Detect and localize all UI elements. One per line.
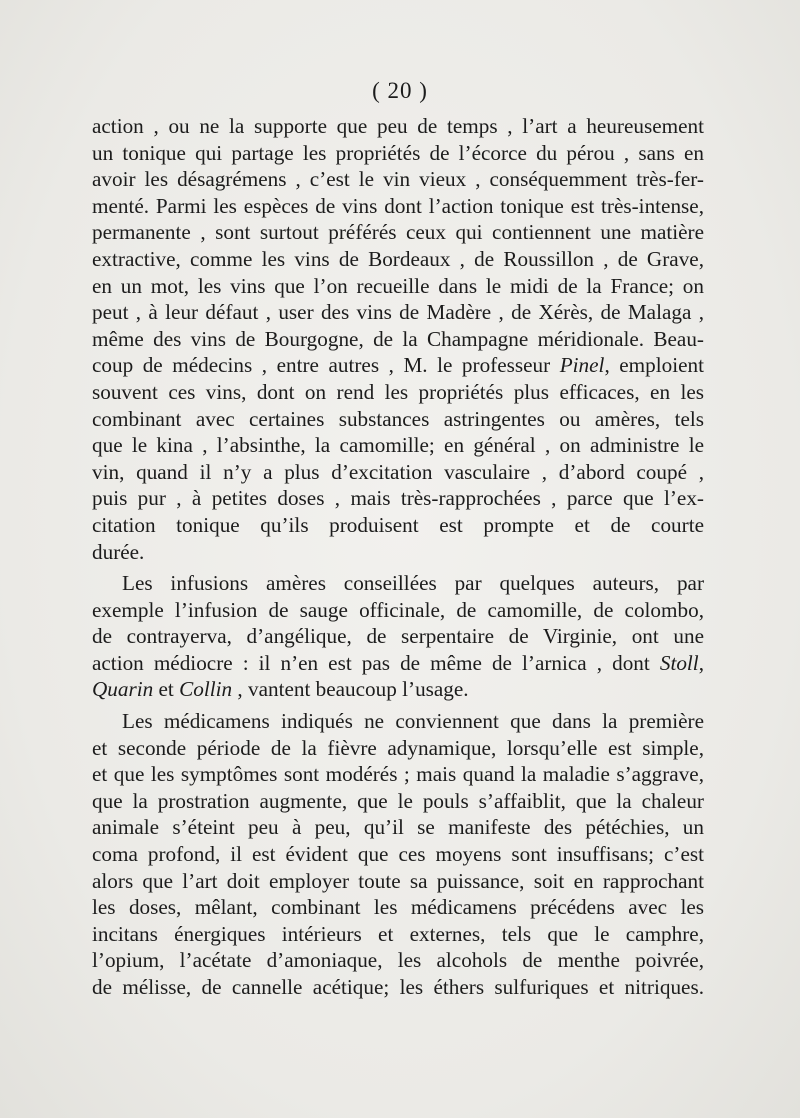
text-line: coma profond, il est évident que ces moyens sont insuffisans; c’est xyxy=(92,842,704,867)
text-line: alors que l’art doit employer toute sa puissance, soit en rapprochant xyxy=(92,868,704,893)
text-line: vin, quand il n’y a plus d’excitation vasculaire , d’abord coupé , xyxy=(92,459,704,484)
text-line: combinant avec certaines substances astringentes ou amères, tels xyxy=(92,406,704,431)
text-line: peut , à leur défaut , user des vins de Madère , de Xérès, de Malaga , xyxy=(92,300,704,325)
paragraph-2 xyxy=(92,570,704,703)
text-line: que le kina , l’absinthe, la camomille; en général , on administre le xyxy=(92,433,704,458)
text-line: avoir les désagrémens , c’est le vin vieux , conséquemment très-fer- xyxy=(92,167,704,192)
text-line: coup de médecins , entre autres , M. le professeur Pinel, emploient xyxy=(92,353,704,378)
text-line: les doses, mêlant, combinant les médicamens précédens avec les xyxy=(92,895,704,920)
body-text xyxy=(92,113,704,1001)
text-line: Les médicamens indiqués ne conviennent que dans la première xyxy=(122,709,704,734)
text-line: de contrayerva, d’angélique, de serpentaire de Virginie, ont une xyxy=(92,624,704,649)
text-line: l’opium, l’acétate d’amoniaque, les alcohols de menthe poivrée, xyxy=(92,948,704,973)
text-line: incitans énergiques intérieurs et externes, tels que le camphre, xyxy=(92,921,704,946)
text-line: et que les symptômes sont modérés ; mais quand la maladie s’aggrave, xyxy=(92,762,704,787)
text-line: exemple l’infusion de sauge officinale, de camomille, de colombo, xyxy=(92,597,704,622)
paragraph-3 xyxy=(92,708,704,1001)
text-line: action médiocre : il n’en est pas de même de l’arnica , dont Stoll, xyxy=(92,650,704,675)
text-line: un tonique qui partage les propriétés de l’écorce du pérou , sans en xyxy=(92,140,704,165)
text-line: Les infusions amères conseillées par quelques auteurs, par xyxy=(122,571,704,596)
text-line: animale s’éteint peu à peu, qu’il se manifeste des pétéchies, un xyxy=(92,815,704,840)
paragraph-1 xyxy=(92,113,704,565)
page-number: ( 20 ) xyxy=(372,78,428,103)
text-line: action , ou ne la supporte que peu de temps , l’art a heureusement xyxy=(92,114,704,138)
text-line: que la prostration augmente, que le pouls s’affaiblit, que la chaleur xyxy=(92,788,704,813)
text-line: de mélisse, de cannelle acétique; les éthers sulfuriques et nitriques. xyxy=(92,975,704,999)
text-line: extractive, comme les vins de Bordeaux , de Roussillon , de Grave, xyxy=(92,246,704,271)
text-line: citation tonique qu’ils produisent est prompte et de courte xyxy=(92,512,704,537)
text-line: souvent ces vins, dont on rend les propriétés plus efficaces, en les xyxy=(92,379,704,404)
text-line: même des vins de Bourgogne, de la Champagne méridionale. Beau- xyxy=(92,326,704,351)
text-line: permanente , sont surtout préférés ceux qui contiennent une matière xyxy=(92,220,704,245)
text-line: menté. Parmi les espèces de vins dont l’action tonique est très-intense, xyxy=(92,193,704,218)
text-line: puis pur , à petites doses , mais très-rapprochées , parce que l’ex- xyxy=(92,486,704,511)
text-line: Quarin et Collin , vantent beaucoup l’usage. xyxy=(92,677,469,702)
text-line: durée. xyxy=(92,539,145,564)
text-line: en un mot, les vins que l’on recueille dans le midi de la France; on xyxy=(92,273,704,298)
text-line: et seconde période de la fièvre adynamique, lorsqu’elle est simple, xyxy=(92,735,704,760)
